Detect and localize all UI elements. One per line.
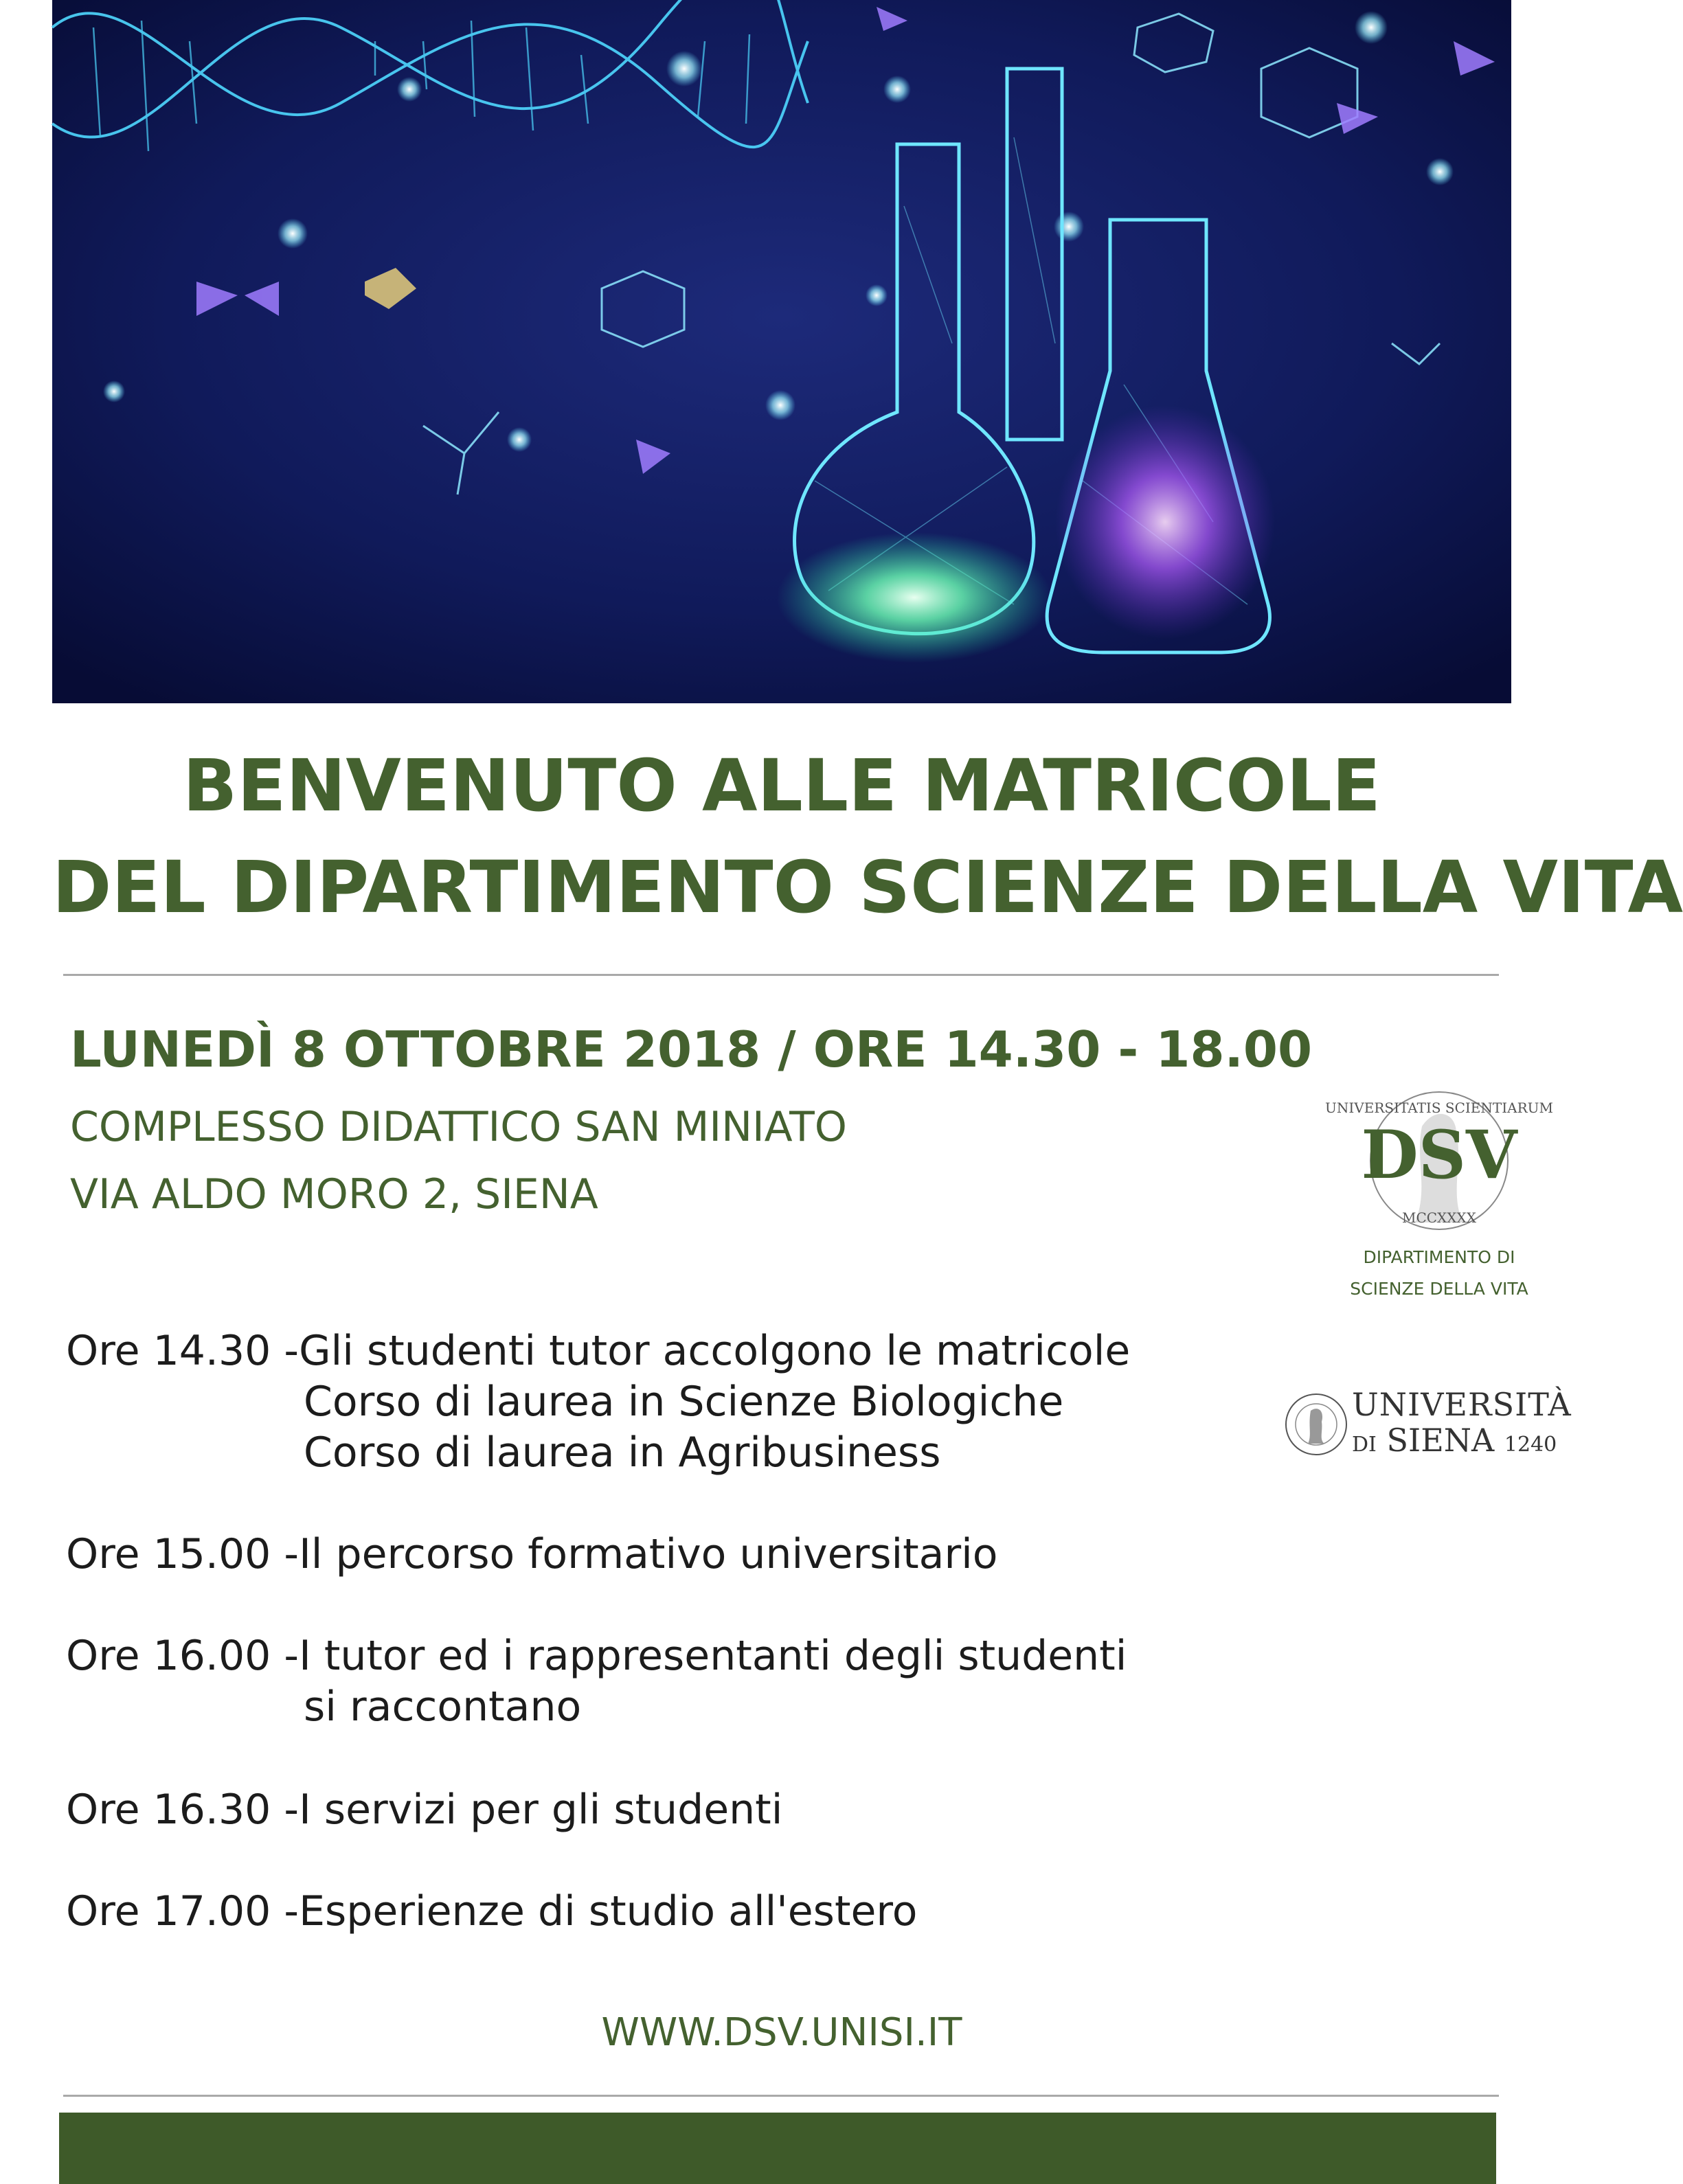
svg-text:UNIVERSITATIS SCIENTIARUM: UNIVERSITATIS SCIENTIARUM [1325,1100,1553,1116]
dsv-caption-1: DIPARTIMENTO DI [1363,1247,1515,1267]
schedule-item [66,1326,1130,1478]
unisi-seal-logo-icon [1283,1391,1349,1457]
unisi-name-line-1: UNIVERSITÀ [1352,1386,1572,1423]
title-line-2: DEL DIPARTIMENTO SCIENZE DELLA VITA [52,845,1683,929]
svg-text:DSV: DSV [1361,1116,1517,1194]
schedule-text: Corso di laurea in Scienze Biologiche [304,1378,1064,1426]
event-date-time: LUNEDÌ 8 OTTOBRE 2018 / ORE 14.30 - 18.00 [70,1021,1313,1078]
schedule-time: Ore 16.30 - [66,1786,300,1834]
event-venue: COMPLESSO DIDATTICO SAN MINIATO [70,1103,847,1151]
schedule-text: si raccontano [304,1683,582,1731]
website-link[interactable]: WWW.DSV.UNISI.IT [601,2010,962,2055]
schedule-text: Gli studenti tutor accolgono le matricole [299,1327,1131,1375]
schedule-text: Esperienze di studio all'estero [299,1887,918,1935]
schedule-text: I tutor ed i rappresentanti degli studenti [299,1632,1127,1680]
schedule-text: Corso di laurea in Agribusiness [304,1429,941,1477]
schedule-item [66,1886,917,1937]
hero-illustration [52,0,1511,703]
schedule-time: Ore 14.30 - [66,1327,300,1375]
page-title [52,735,1683,938]
schedule-text: Il percorso formativo universitario [299,1530,998,1578]
title-line-1: BENVENUTO ALLE MATRICOLE [183,744,1381,828]
dsv-caption-2: SCIENZE DELLA VITA [1350,1279,1528,1299]
schedule-time: Ore 16.00 - [66,1632,300,1680]
schedule-time: Ore 17.00 - [66,1887,300,1935]
schedule-text: I servizi per gli studenti [299,1786,783,1834]
schedule-item [66,1784,782,1835]
schedule-item [66,1630,1127,1732]
schedule-time: Ore 15.00 - [66,1530,300,1578]
divider-bottom [63,2095,1499,2097]
schedule-item [66,1529,997,1580]
divider-top [63,974,1499,976]
svg-text:MCCXXXX: MCCXXXX [1401,1209,1477,1226]
dsv-seal-logo-icon [1325,1085,1553,1243]
unisi-logo [1283,1380,1572,1470]
event-address: VIA ALDO MORO 2, SIENA [70,1170,598,1218]
footer-bar [59,2113,1496,2184]
unisi-name-line-2: DI SIENA 1240 [1352,1422,1557,1459]
